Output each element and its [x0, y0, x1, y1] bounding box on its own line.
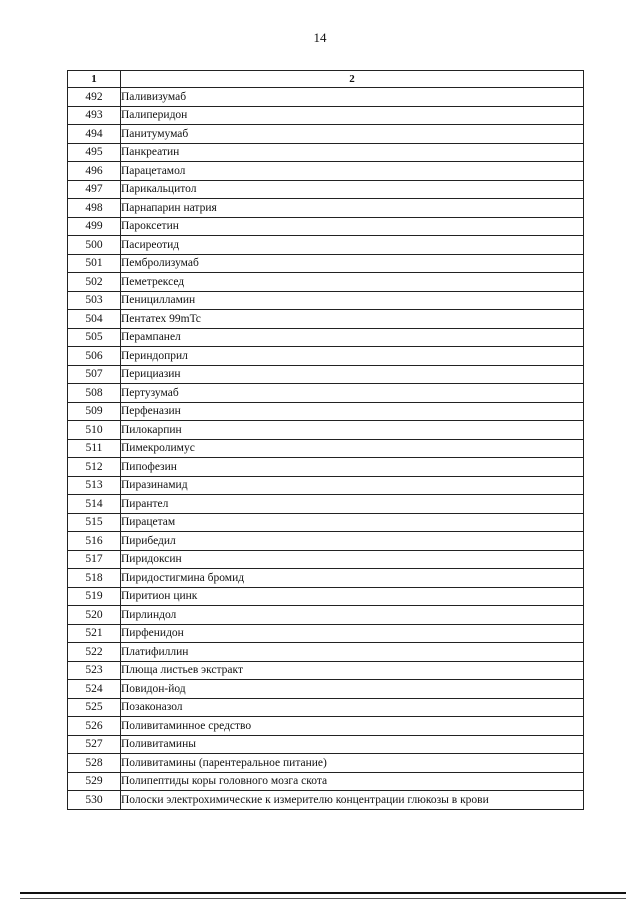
- row-number-cell: 524: [68, 680, 121, 699]
- drug-list-table: [67, 70, 584, 810]
- drug-name-cell: Палиперидон: [121, 106, 584, 125]
- table-row: [68, 328, 584, 347]
- row-number-cell: 501: [68, 254, 121, 273]
- drug-name-cell: Пирибедил: [121, 532, 584, 551]
- row-number-cell: 499: [68, 217, 121, 236]
- row-number-cell: 495: [68, 143, 121, 162]
- row-number-cell: 512: [68, 458, 121, 477]
- drug-name-cell: Платифиллин: [121, 643, 584, 662]
- table-row: [68, 439, 584, 458]
- row-number-cell: 523: [68, 661, 121, 680]
- row-number-cell: 530: [68, 791, 121, 810]
- drug-name-cell: Пентатех 99mTc: [121, 310, 584, 329]
- table-row: [68, 125, 584, 144]
- drug-name-cell: Пилокарпин: [121, 421, 584, 440]
- table-row: [68, 643, 584, 662]
- row-number-cell: 497: [68, 180, 121, 199]
- table-row: [68, 735, 584, 754]
- table-row: [68, 143, 584, 162]
- row-number-cell: 511: [68, 439, 121, 458]
- drug-name-cell: Поливитамины: [121, 735, 584, 754]
- drug-name-cell: Пасиреотид: [121, 236, 584, 255]
- table-row: [68, 624, 584, 643]
- column-header-number: 1: [68, 71, 121, 88]
- row-number-cell: 510: [68, 421, 121, 440]
- row-number-cell: 528: [68, 754, 121, 773]
- drug-name-cell: Пеметрексед: [121, 273, 584, 292]
- row-number-cell: 505: [68, 328, 121, 347]
- table-row: [68, 310, 584, 329]
- table-row: [68, 791, 584, 810]
- row-number-cell: 507: [68, 365, 121, 384]
- column-header-name: 2: [121, 71, 584, 88]
- drug-name-cell: Панитумумаб: [121, 125, 584, 144]
- drug-name-cell: Повидон-йод: [121, 680, 584, 699]
- row-number-cell: 526: [68, 717, 121, 736]
- row-number-cell: 516: [68, 532, 121, 551]
- row-number-cell: 522: [68, 643, 121, 662]
- row-number-cell: 520: [68, 606, 121, 625]
- row-number-cell: 492: [68, 88, 121, 107]
- page-number: 14: [313, 30, 327, 45]
- row-number-cell: 498: [68, 199, 121, 218]
- drug-name-cell: Поливитаминное средство: [121, 717, 584, 736]
- table-row: [68, 88, 584, 107]
- table-row: [68, 772, 584, 791]
- drug-name-cell: Парнапарин натрия: [121, 199, 584, 218]
- drug-name-cell: Парацетамол: [121, 162, 584, 181]
- drug-name-cell: Позаконазол: [121, 698, 584, 717]
- drug-name-cell: Перициазин: [121, 365, 584, 384]
- table-row: [68, 384, 584, 403]
- drug-name-cell: Пиритион цинк: [121, 587, 584, 606]
- drug-name-cell: Панкреатин: [121, 143, 584, 162]
- drug-name-cell: Перампанел: [121, 328, 584, 347]
- table-row: [68, 254, 584, 273]
- table-row: [68, 402, 584, 421]
- table-row: [68, 587, 584, 606]
- table-row: [68, 680, 584, 699]
- table-row: [68, 347, 584, 366]
- row-number-cell: 525: [68, 698, 121, 717]
- table-row: [68, 291, 584, 310]
- table-row: [68, 717, 584, 736]
- drug-name-cell: Пирантел: [121, 495, 584, 514]
- drug-name-cell: Пиразинамид: [121, 476, 584, 495]
- row-number-cell: 513: [68, 476, 121, 495]
- table-row: [68, 421, 584, 440]
- drug-name-cell: Пиридоксин: [121, 550, 584, 569]
- drug-name-cell: Паливизумаб: [121, 88, 584, 107]
- table-row: [68, 217, 584, 236]
- row-number-cell: 496: [68, 162, 121, 181]
- row-number-cell: 527: [68, 735, 121, 754]
- table-row: [68, 180, 584, 199]
- table-row: [68, 550, 584, 569]
- row-number-cell: 514: [68, 495, 121, 514]
- table-row: [68, 199, 584, 218]
- drug-name-cell: Пеницилламин: [121, 291, 584, 310]
- drug-name-cell: Пембролизумаб: [121, 254, 584, 273]
- footer-rule: [20, 892, 626, 894]
- table-row: [68, 495, 584, 514]
- table-row: [68, 106, 584, 125]
- row-number-cell: 515: [68, 513, 121, 532]
- row-number-cell: 529: [68, 772, 121, 791]
- table-row: [68, 236, 584, 255]
- row-number-cell: 503: [68, 291, 121, 310]
- drug-name-cell: Периндоприл: [121, 347, 584, 366]
- table-row: [68, 476, 584, 495]
- table-row: [68, 513, 584, 532]
- row-number-cell: 508: [68, 384, 121, 403]
- row-number-cell: 502: [68, 273, 121, 292]
- table-row: [68, 273, 584, 292]
- row-number-cell: 506: [68, 347, 121, 366]
- row-number-cell: 500: [68, 236, 121, 255]
- table-row: [68, 569, 584, 588]
- drug-name-cell: Пертузумаб: [121, 384, 584, 403]
- drug-name-cell: Полоски электрохимические к измерителю концентрации глюкозы в крови: [121, 791, 584, 810]
- drug-name-cell: Парикальцитол: [121, 180, 584, 199]
- row-number-cell: 494: [68, 125, 121, 144]
- drug-name-cell: Перфеназин: [121, 402, 584, 421]
- table-row: [68, 365, 584, 384]
- table-row: [68, 532, 584, 551]
- row-number-cell: 521: [68, 624, 121, 643]
- drug-name-cell: Полипептиды коры головного мозга скота: [121, 772, 584, 791]
- table-body: [68, 88, 584, 810]
- row-number-cell: 518: [68, 569, 121, 588]
- row-number-cell: 517: [68, 550, 121, 569]
- table-header-row: [68, 71, 584, 88]
- drug-name-cell: Пирлиндол: [121, 606, 584, 625]
- table-row: [68, 606, 584, 625]
- drug-name-cell: Пиридостигмина бромид: [121, 569, 584, 588]
- drug-name-cell: Пароксетин: [121, 217, 584, 236]
- table-row: [68, 458, 584, 477]
- drug-name-cell: Пипофезин: [121, 458, 584, 477]
- table-row: [68, 661, 584, 680]
- row-number-cell: 493: [68, 106, 121, 125]
- drug-name-cell: Пирацетам: [121, 513, 584, 532]
- drug-name-cell: Пирфенидон: [121, 624, 584, 643]
- row-number-cell: 519: [68, 587, 121, 606]
- drug-name-cell: Плюща листьев экстракт: [121, 661, 584, 680]
- table-row: [68, 754, 584, 773]
- table-row: [68, 698, 584, 717]
- drug-name-cell: Пимекролимус: [121, 439, 584, 458]
- drug-name-cell: Поливитамины (парентеральное питание): [121, 754, 584, 773]
- row-number-cell: 504: [68, 310, 121, 329]
- table-row: [68, 162, 584, 181]
- footer-rule-thin: [20, 898, 626, 899]
- row-number-cell: 509: [68, 402, 121, 421]
